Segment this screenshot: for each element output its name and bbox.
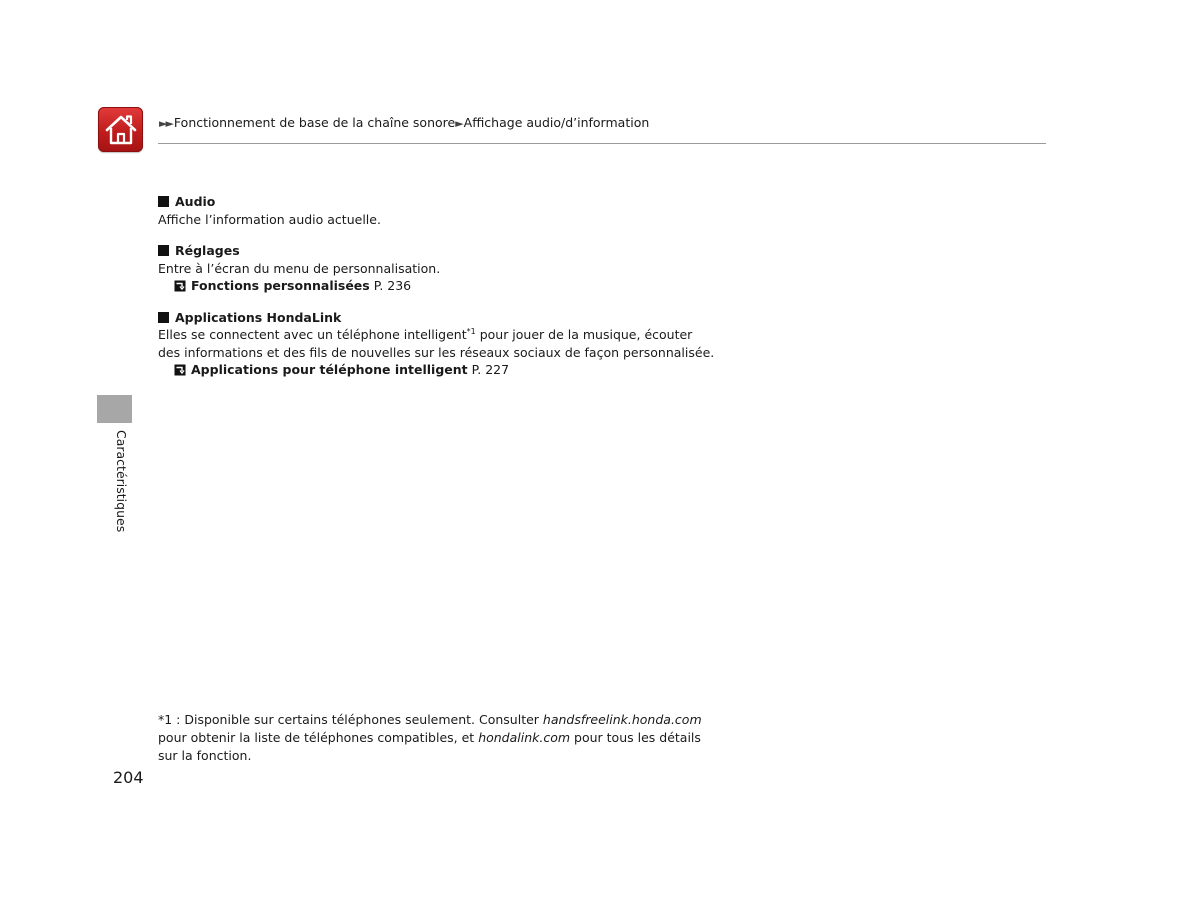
breadcrumb: [159, 115, 649, 130]
breadcrumb-item-audio-display[interactable]: Affichage audio/d’information: [463, 115, 650, 130]
breadcrumb-item-sound-system[interactable]: Fonctionnement de base de la chaîne sonore: [173, 115, 456, 130]
page-number: 204: [113, 768, 144, 787]
reference-title: Fonctions personnalisées: [191, 278, 370, 293]
reference-page: P. 236: [373, 278, 412, 293]
section-heading: [158, 242, 718, 260]
header-rule: [158, 143, 1046, 144]
section-heading: [158, 309, 718, 327]
footnote-text: *1 : Disponible sur certains téléphones seulement. Consulter: [158, 712, 543, 727]
breadcrumb-arrow-icon: ►: [455, 117, 464, 130]
footnote-text: pour tous les détails sur la fonction.: [158, 730, 701, 763]
section-heading: [158, 193, 718, 211]
main-content: [158, 193, 718, 393]
reference-arrow-icon: [174, 364, 186, 376]
section-body: [158, 326, 718, 361]
square-bullet-icon: [158, 312, 169, 323]
cross-reference-link[interactable]: [158, 277, 718, 295]
footnote-link-hondalink: hondalink.com: [478, 730, 571, 745]
breadcrumb-arrow-icon: ►►: [159, 117, 172, 130]
reference-page: P. 227: [471, 362, 510, 377]
body-text: Elles se connectent avec un téléphone intelligent: [158, 327, 467, 342]
section-body: Entre à l’écran du menu de personnalisation.: [158, 260, 441, 276]
section-title: Audio: [175, 194, 216, 209]
chapter-tab-label: Caractéristiques: [114, 430, 129, 533]
section-title: Réglages: [175, 243, 240, 258]
footnote: [158, 711, 708, 765]
section-body: Affiche l’information audio actuelle.: [158, 211, 381, 227]
footnote-marker[interactable]: *1: [466, 327, 476, 336]
section-audio: [158, 193, 718, 228]
cross-reference-link[interactable]: [158, 361, 718, 379]
section-hondalink: [158, 309, 718, 379]
section-settings: [158, 242, 718, 295]
reference-arrow-icon: [174, 280, 186, 292]
square-bullet-icon: [158, 196, 169, 207]
reference-title: Applications pour téléphone intelligent: [191, 362, 468, 377]
body-text: pour jouer de la musique, écouter des informations et des fils de nouvelles sur les réseaux sociaux de façon personnalisée.: [158, 327, 715, 360]
footnote-link-handsfreelink: handsfreelink.honda.com: [542, 712, 702, 727]
footnote-text: pour obtenir la liste de téléphones compatibles, et: [158, 730, 479, 745]
section-title: Applications HondaLink: [175, 309, 342, 325]
square-bullet-icon: [158, 245, 169, 256]
home-button[interactable]: [98, 107, 143, 152]
chapter-tab[interactable]: [97, 395, 132, 423]
home-icon: [104, 114, 138, 146]
